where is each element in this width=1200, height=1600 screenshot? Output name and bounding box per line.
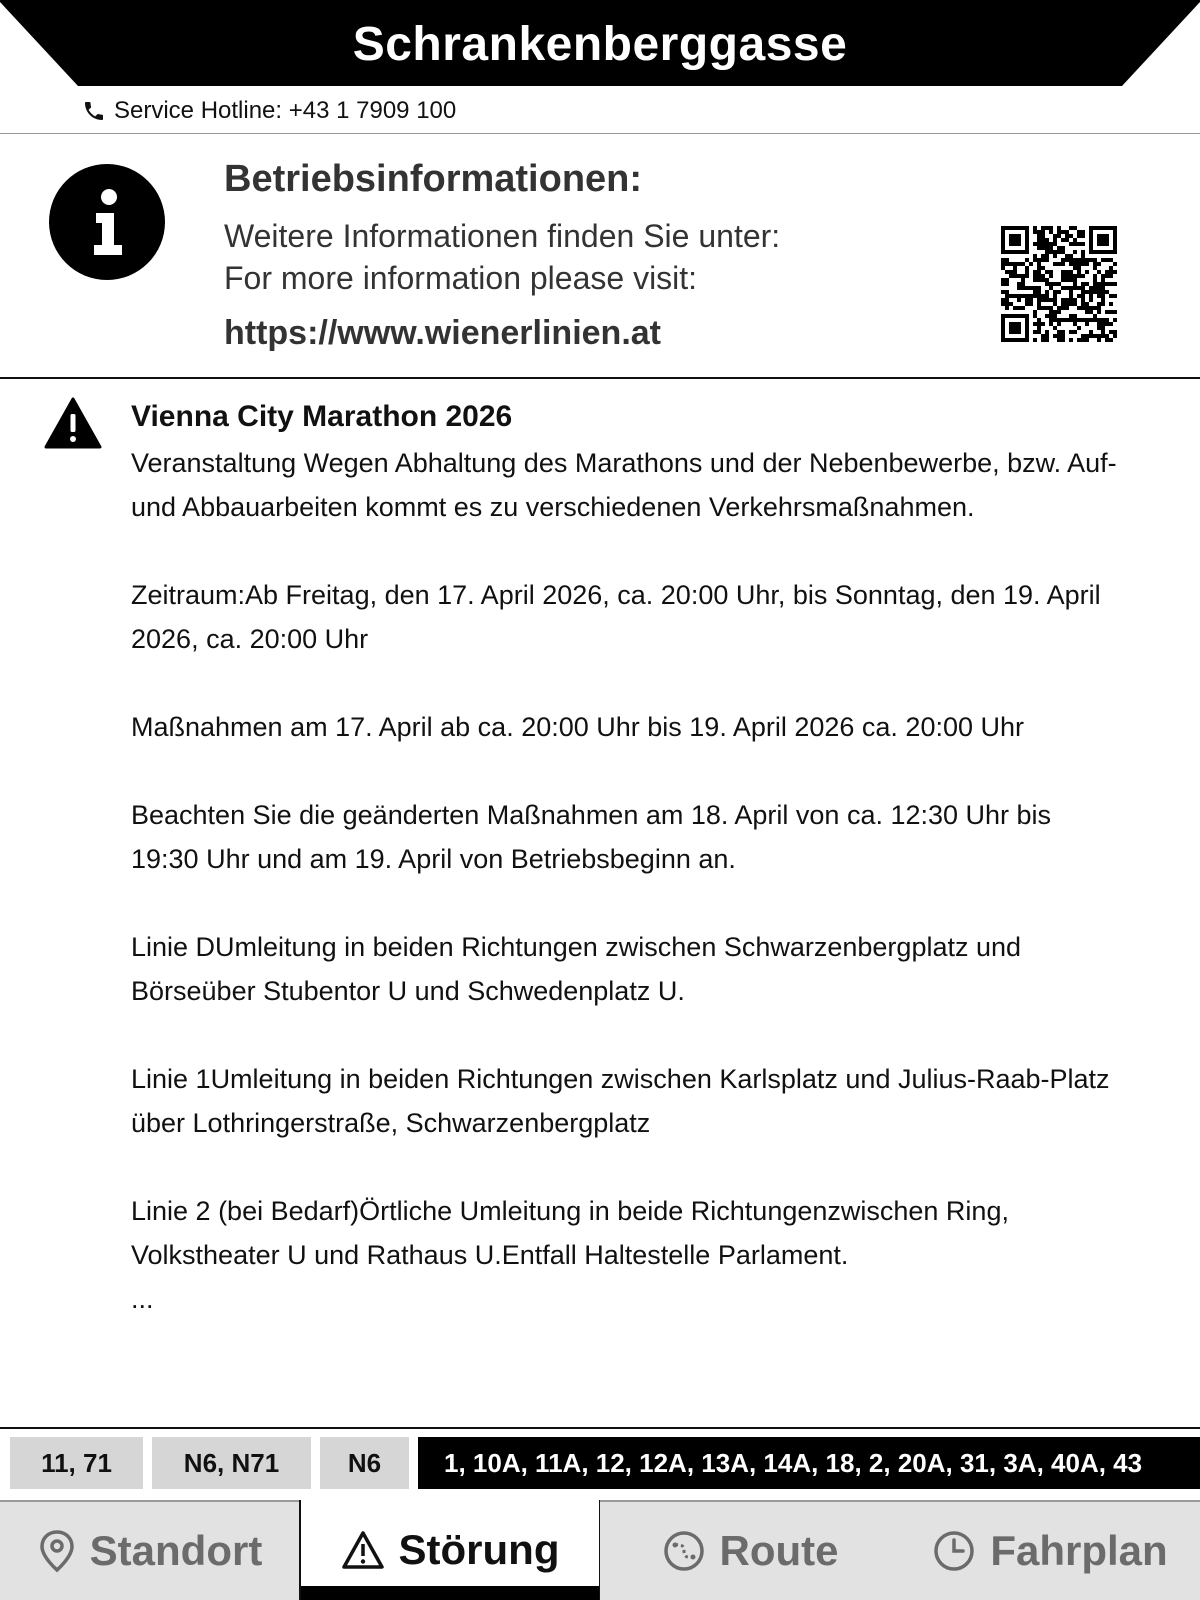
- disruption-paragraph: Beachten Sie die geänderten Maßnahmen am 18. April von ca. 12:30 Uhr bis 19:30 Uhr und am 19. April von Betriebsbeginn an.: [131, 800, 1052, 874]
- phone-icon: [82, 99, 106, 123]
- tab-label: Route: [719, 1527, 839, 1574]
- header-banner: [0, 0, 1200, 88]
- line-chip[interactable]: N6: [320, 1437, 409, 1489]
- location-pin-icon: [38, 1529, 76, 1573]
- line-chip[interactable]: N6, N71: [152, 1437, 311, 1489]
- tab-label: Störung: [398, 1526, 560, 1573]
- line-chip[interactable]: 11, 71: [10, 1437, 143, 1489]
- disruption-paragraph: Zeitraum:Ab Freitag, den 17. April 2026, ca. 20:00 Uhr, bis Sonntag, den 19. April 2026, ca. 20:00 Uhr: [131, 580, 1101, 654]
- disruption-paragraph: Linie 1Umleitung in beiden Richtungen zwischen Karlsplatz und Julius-Raab-Platz über Lothringerstraße, Schwarzenbergplatz: [131, 1064, 1110, 1138]
- line-chips: [0, 1437, 1200, 1489]
- tab-standort[interactable]: [0, 1500, 300, 1600]
- info-icon: [48, 163, 166, 281]
- warning-triangle-icon: [341, 1530, 385, 1570]
- info-link[interactable]: https://www.wienerlinien.at: [224, 314, 662, 352]
- active-tab-indicator: [301, 1586, 599, 1600]
- clock-icon: [932, 1529, 976, 1573]
- disruption-body: [131, 441, 1121, 1321]
- info-heading: Betriebsinformationen:: [224, 158, 643, 200]
- disruption-paragraph: Veranstaltung Wegen Abhaltung des Marathons und der Nebenbewerbe, bzw. Auf- und Abbauarbeiten kommt es zu verschiedenen Verkehrsmaßnahmen.: [131, 448, 1117, 522]
- divider: [0, 377, 1200, 379]
- tab-label: Standort: [89, 1527, 263, 1574]
- disruption-title: Vienna City Marathon 2026: [131, 400, 513, 433]
- divider: [0, 133, 1200, 134]
- disruption-paragraph: Linie DUmleitung in beiden Richtungen zwischen Schwarzenbergplatz und Börseüber Stubentor U und Schwedenplatz U.: [131, 932, 1022, 1006]
- info-text-de: Weitere Informationen finden Sie unter:: [224, 218, 781, 254]
- stop-title: Schrankenberggasse: [352, 17, 848, 71]
- info-text-en: For more information please visit:: [224, 260, 698, 296]
- tab-route[interactable]: [600, 1500, 900, 1600]
- tab-label: Fahrplan: [990, 1527, 1168, 1574]
- tab-fahrplan[interactable]: [900, 1500, 1200, 1600]
- warning-triangle-icon: [44, 397, 102, 449]
- disruption-paragraph: Linie 2 (bei Bedarf)Örtliche Umleitung in beide Richtungenzwischen Ring, Volkstheater U und Rathaus U.Entfall Haltestelle Parlament. ...: [131, 1196, 1009, 1314]
- tab-stoerung[interactable]: [299, 1500, 601, 1600]
- line-chip[interactable]: 1, 10A, 11A, 12, 12A, 13A, 14A, 18, 2, 20A, 31, 3A, 40A, 43: [418, 1437, 1200, 1489]
- route-icon: [662, 1529, 706, 1573]
- disruption-paragraph: Maßnahmen am 17. April ab ca. 20:00 Uhr bis 19. April 2026 ca. 20:00 Uhr: [131, 712, 1025, 742]
- divider: [0, 1427, 1200, 1429]
- service-hotline[interactable]: [82, 94, 456, 128]
- hotline-text: Service Hotline: +43 1 7909 100: [114, 97, 457, 124]
- qr-code[interactable]: [1001, 226, 1117, 342]
